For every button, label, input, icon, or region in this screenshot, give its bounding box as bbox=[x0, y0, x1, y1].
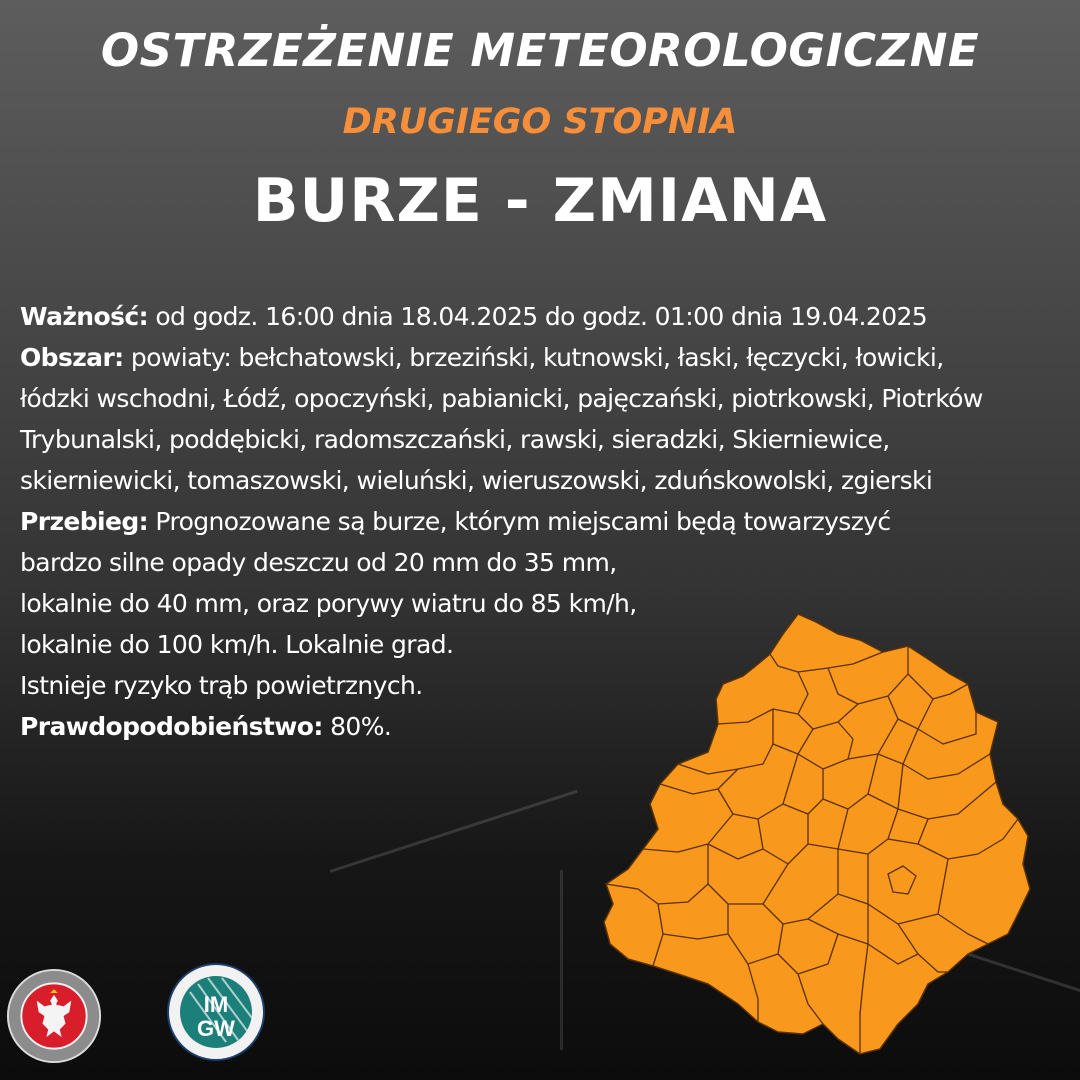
probability-label: Prawdopodobieństwo: bbox=[20, 712, 323, 741]
imgw-logo-icon bbox=[166, 962, 266, 1062]
course-line-2: bardzo silne opady deszczu od 20 mm do 35 mm, bbox=[20, 548, 617, 577]
region-map bbox=[598, 604, 1038, 1062]
area-row bbox=[20, 337, 1020, 501]
background-road-line bbox=[330, 790, 578, 873]
course-label: Przebieg: bbox=[20, 507, 149, 536]
area-label: Obszar: bbox=[20, 343, 124, 372]
course-row bbox=[20, 501, 1070, 542]
validity-label: Ważność: bbox=[20, 302, 148, 331]
area-value: powiaty: bełchatowski, brzeziński, kutnowski, łaski, łęczycki, łowicki, łódzki wschodni, Łódź, opoczyński, pabianicki, pajęczański, piotrkowski, Piotrków Trybunalski, poddębicki, radomszczański, rawski, sieradzki, Skierniewice, skierniewicki, tomaszowski, wieluński, wieruszowski, zduńskowolski, zgierski bbox=[20, 343, 983, 495]
imgw-logo-im: IM bbox=[203, 992, 229, 1017]
warning-event: BURZE - ZMIANA bbox=[252, 166, 828, 236]
imgw-logo-gw: GW bbox=[197, 1016, 235, 1041]
eagle-emblem-icon bbox=[6, 968, 102, 1064]
probability-value: 80%. bbox=[322, 712, 392, 741]
course-line-1: Prognozowane są burze, którym miejscami będą towarzyszyć bbox=[148, 507, 891, 536]
warning-title: OSTRZEŻENIE METEOROLOGICZNE bbox=[100, 24, 980, 77]
course-line-4: lokalnie do 100 km/h. Lokalnie grad. bbox=[20, 630, 454, 659]
course-line-5: Istnieje ryzyko trąb powietrznych. bbox=[20, 671, 423, 700]
background-road-line bbox=[560, 870, 603, 1050]
warning-level: DRUGIEGO STOPNIA bbox=[342, 102, 738, 142]
validity-row bbox=[20, 296, 1070, 337]
region-map-outline bbox=[604, 614, 1030, 1054]
course-line-3: lokalnie do 40 mm, oraz porywy wiatru do 85 km/h, bbox=[20, 589, 637, 618]
validity-value: od godz. 16:00 dnia 18.04.2025 do godz. 01:00 dnia 19.04.2025 bbox=[147, 302, 928, 331]
